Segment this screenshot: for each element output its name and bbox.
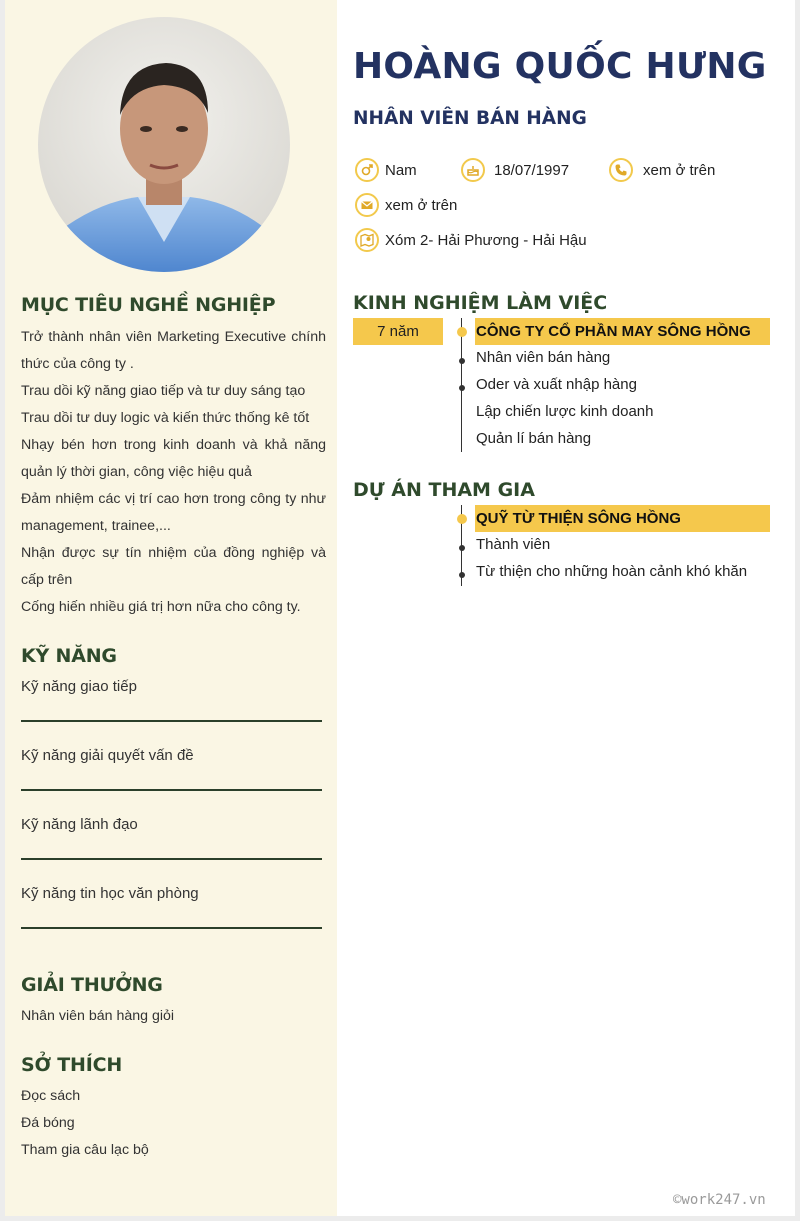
objective-line: Trở thành nhân viên Marketing Executive chính thức của công ty .: [21, 329, 326, 372]
birthday-value: 18/07/1997: [494, 161, 570, 179]
timeline-dot: [459, 545, 465, 551]
address-value: Xóm 2- Hải Phương - Hải Hậu: [385, 231, 587, 249]
timeline-dot: [459, 358, 465, 364]
hobby-item: Đọc sách: [21, 1088, 81, 1104]
skill-bar: [21, 720, 322, 722]
timeline-dot: [459, 572, 465, 578]
phone-value: xem ở trên: [643, 161, 716, 179]
objective-line: Cống hiến nhiều giá trị hơn nữa cho công ty.: [21, 599, 301, 615]
experience-duration: 7 năm: [353, 318, 443, 345]
candidate-name: HOÀNG QUỐC HƯNG: [353, 46, 767, 87]
skill-name: Kỹ năng lãnh đạo: [21, 816, 138, 833]
skill-bar: [21, 858, 322, 860]
experience-title: KINH NGHIỆM LÀM VIỆC: [353, 292, 608, 314]
job-title: NHÂN VIÊN BÁN HÀNG: [353, 108, 587, 129]
hobby-item: Tham gia câu lạc bộ: [21, 1142, 149, 1158]
map-pin-icon: [355, 228, 379, 252]
experience-item: Nhân viên bán hàng: [476, 349, 611, 366]
objective-line: Nhận được sự tín nhiệm của đồng nghiệp và cấp trên: [21, 545, 326, 588]
skills-title: KỸ NĂNG: [21, 645, 117, 667]
hobby-item: Đá bóng: [21, 1115, 75, 1131]
birthday-info: [461, 158, 569, 182]
watermark: ©work247.vn: [673, 1192, 766, 1208]
email-info: [355, 193, 457, 217]
skill-name: Kỹ năng giải quyết vấn đề: [21, 747, 194, 764]
cv-page: [5, 0, 795, 1216]
address-info: [355, 228, 587, 252]
envelope-icon: [355, 193, 379, 217]
gender-icon: [355, 158, 379, 182]
project-organization: QUỸ TỪ THIỆN SÔNG HỒNG: [475, 505, 770, 532]
company-name: CÔNG TY CỔ PHẦN MAY SÔNG HỒNG: [475, 318, 770, 345]
experience-item: Oder và xuất nhập hàng: [476, 376, 637, 393]
project-item: Thành viên: [476, 536, 551, 553]
timeline-dot: [457, 327, 467, 337]
objective-line: Đảm nhiệm các vị trí cao hơn trong công ty như management, trainee,...: [21, 491, 326, 534]
objective-line: Nhạy bén hơn trong kinh doanh và khả năng quản lý thời gian, công việc hiệu quả: [21, 437, 326, 480]
project-item: Từ thiện cho những hoàn cảnh khó khăn: [476, 563, 748, 580]
gender-info: [355, 158, 417, 182]
objective-line: Trau dồi tư duy logic và kiến thức thống kê tốt: [21, 410, 310, 426]
projects-title: DỰ ÁN THAM GIA: [353, 479, 535, 501]
skill-name: Kỹ năng giao tiếp: [21, 678, 137, 695]
gender-value: Nam: [385, 161, 417, 179]
skill-bar: [21, 789, 322, 791]
experience-item: Quản lí bán hàng: [476, 430, 592, 447]
phone-icon: [609, 158, 633, 182]
phone-info: [609, 158, 715, 182]
hobbies-title: SỞ THÍCH: [21, 1054, 123, 1076]
objective-text: [21, 324, 326, 621]
award-item: Nhân viên bán hàng giỏi: [21, 1008, 175, 1024]
skill-bar: [21, 927, 322, 929]
birthday-cake-icon: [461, 158, 485, 182]
experience-item: Lập chiến lược kinh doanh: [476, 403, 654, 420]
objective-line: Trau dồi kỹ năng giao tiếp và tư duy sáng tạo: [21, 383, 306, 399]
timeline-dot: [459, 385, 465, 391]
skill-name: Kỹ năng tin học văn phòng: [21, 885, 199, 902]
awards-title: GIẢI THƯỞNG: [21, 974, 163, 996]
timeline-dot: [457, 514, 467, 524]
email-value: xem ở trên: [385, 196, 458, 214]
profile-photo: [38, 17, 290, 272]
objective-title: MỤC TIÊU NGHỀ NGHIỆP: [21, 294, 276, 316]
sidebar: [5, 0, 337, 1216]
